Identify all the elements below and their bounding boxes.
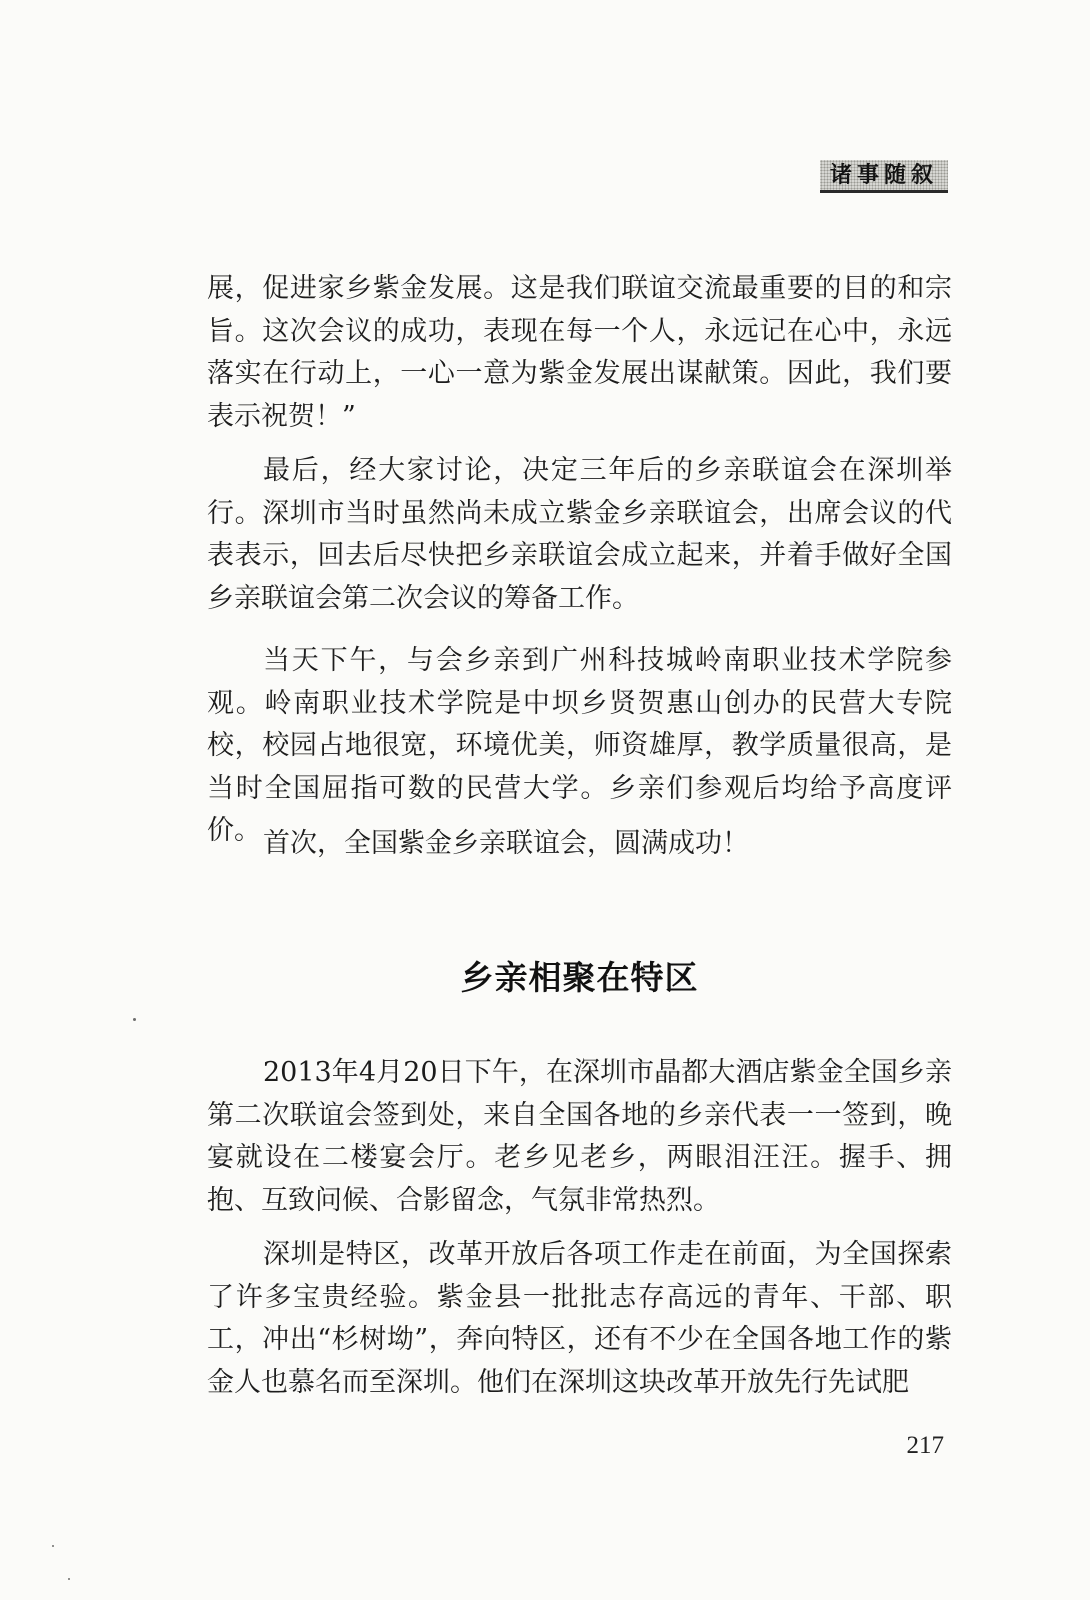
page-number: 217 [906,1432,944,1459]
paragraph: 最后，经大家讨论，决定三年后的乡亲联谊会在深圳举行。深圳市当时虽然尚未成立紫金乡亲联谊会，出席会议的代表表示，回去后尽快把乡亲联谊会成立起来，并着手做好全国乡亲联谊会第二次会议的筹备工作。 [207,455,952,614]
scan-speck [68,1578,70,1580]
paragraph: 深圳是特区，改革开放后各项工作走在前面，为全国探索了许多宝贵经验。紫金县一批批志存高远的青年、干部、职工，冲出“杉树坳”，奔向特区，还有不少在全国各地工作的紫金人也慕名而至深圳。他们在深圳这块改革开放先行先试肥 [207,1239,952,1398]
paragraph: 2013年4月20日下午，在深圳市晶都大酒店紫金全国乡亲第二次联谊会签到处，来自全国各地的乡亲代表一一签到，晚宴就设在二楼宴会厅。老乡见老乡，两眼泪汪汪。握手、拥抱、互致问候、合影留念，气氛非常热烈。 [207,1057,952,1216]
section-title: 乡亲相聚在特区 [460,958,699,997]
running-head: 诸事随叙 [820,160,948,193]
paragraph: 首次，全国紫金乡亲联谊会，圆满成功！ [263,828,749,859]
paragraph-continued: 展，促进家乡紫金发展。这是我们联谊交流最重要的目的和宗旨。这次会议的成功，表现在每一个人，永远记在心中，永远落实在行动上，一心一意为紫金发展出谋献策。因此，我们要表示祝贺！” [207,273,952,432]
paragraph: 当天下午，与会乡亲到广州科技城岭南职业技术学院参观。岭南职业技术学院是中坝乡贤贺惠山创办的民营大专院校，校园占地很宽，环境优美，师资雄厚，教学质量很高，是当时全国屈指可数的民营大学。乡亲们参观后均给予高度评价。 [207,645,952,846]
scan-speck [52,1545,54,1547]
scan-speck [133,1018,136,1021]
